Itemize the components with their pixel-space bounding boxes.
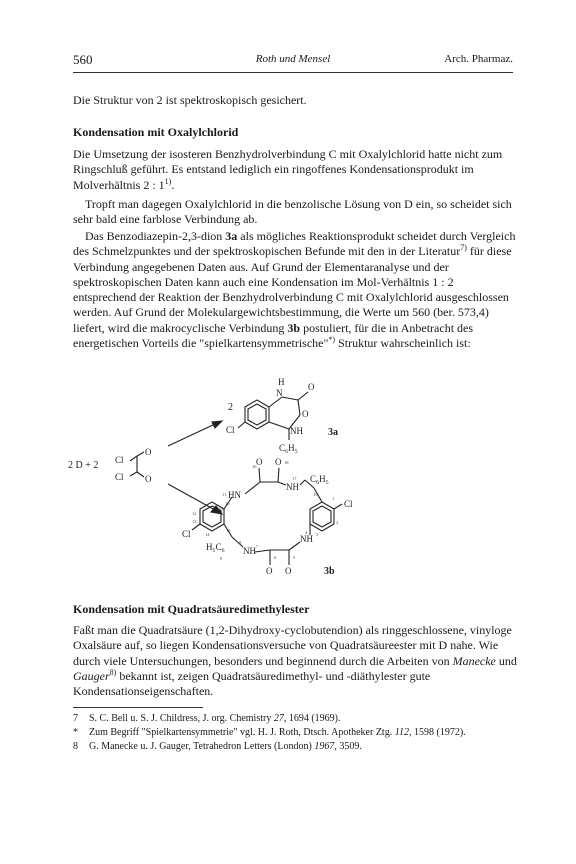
atom-number-14: 14 bbox=[205, 532, 210, 537]
oxalyl-o-top: O bbox=[145, 447, 152, 457]
atom-number-11: 11 bbox=[222, 492, 227, 497]
compound-3b-ref: 3b bbox=[287, 320, 301, 335]
atom-number-4: 4 bbox=[305, 530, 308, 535]
footnote-8 bbox=[73, 740, 523, 753]
atom-number-16: 16 bbox=[252, 464, 257, 469]
atom-number-19: 19 bbox=[313, 492, 318, 497]
footnote-rest: , 1694 (1969). bbox=[283, 713, 341, 724]
section-heading-oxalylchlorid: Kondensation mit Oxalylchlorid bbox=[73, 125, 239, 139]
atom-number-6: 6 bbox=[274, 555, 277, 560]
3b-nh-bottom: NH bbox=[243, 546, 256, 556]
coef-3a: 2 bbox=[228, 402, 233, 413]
intro-line: Die Struktur von 2 ist spektroskopisch gesichert. bbox=[73, 93, 307, 107]
section-heading-quadratsaeure: Kondensation mit Quadratsäuredimethylester bbox=[73, 602, 310, 616]
footnote-volume: 112 bbox=[394, 727, 409, 738]
page-number: 560 bbox=[73, 52, 93, 67]
3b-cl-right: Cl bbox=[344, 499, 353, 509]
reactant-label: 2 D + 2 bbox=[68, 460, 99, 471]
3b-o-top-right: O bbox=[275, 457, 282, 467]
page-header bbox=[73, 52, 513, 70]
3b-h5c6: H₅C₆ bbox=[206, 542, 225, 552]
3a-h: H bbox=[278, 377, 285, 387]
3b-cl-left: Cl bbox=[182, 529, 191, 539]
author-gauger: Gauger bbox=[73, 668, 110, 683]
oxalyl-o-bottom: O bbox=[145, 474, 152, 484]
oxalyl-cl-top: Cl bbox=[115, 455, 124, 465]
3a-c6h5: C₆H₅ bbox=[279, 443, 298, 453]
footnote-number: * bbox=[73, 727, 78, 738]
paragraph-4-c: bekannt ist, zeigen Quadratsäuredimethyl- und -diäthylester gute Kondensationseigenschaften. bbox=[73, 668, 431, 699]
atom-number-9: 9 bbox=[220, 556, 223, 561]
atom-number-15: 15 bbox=[226, 528, 231, 533]
ref-8: 8) bbox=[109, 667, 117, 677]
footnote-text: Zum Begriff "Spielkartensymmetrie" vgl. H. J. Roth, Dtsch. Apotheker Ztg. bbox=[89, 727, 395, 738]
footnote-volume: 1967 bbox=[314, 741, 335, 752]
ref-1: 1) bbox=[164, 176, 172, 186]
header-rule bbox=[73, 72, 513, 73]
footnote-volume: 27 bbox=[273, 713, 284, 724]
atom-number-20: 20 bbox=[218, 507, 223, 512]
paragraph-4-b: und bbox=[495, 653, 517, 668]
atom-number-5: 5 bbox=[293, 555, 296, 560]
paragraph-3-c: für diese Verbindung angegebenen Daten aus. Auf Grund der Elementaranalyse und der spektroskopischen Daten kann auch eine Kondensation im Mol-Verhältnis 1 : 2 entsprechend der Reaktion der Benzhydrolverbindung C mit Oxalylchlorid ausgeschlossen werden. Auf Grund der Molekulargewichtsbestimmung, die Werte um 560 (ber. 573,4) liefert, wird die makrocyclische Verbindung bbox=[73, 244, 512, 335]
atom-number-17: 17 bbox=[292, 476, 297, 481]
atom-number-3: 3 bbox=[316, 532, 319, 537]
author-manecke: Manecke bbox=[452, 653, 496, 668]
3b-c6h5: C₆H₅ bbox=[310, 474, 329, 484]
atom-number-1: 1 bbox=[332, 496, 335, 501]
paragraph-4 bbox=[73, 623, 518, 699]
3a-nh: NH bbox=[290, 426, 303, 436]
3a-n: N bbox=[276, 388, 283, 398]
footnote-text: G. Manecke u. J. Gauger, Tetrahedron Letters (London) bbox=[89, 741, 315, 752]
atom-number-13: 13 bbox=[192, 519, 197, 524]
footnote-rest: , 3509. bbox=[334, 741, 362, 752]
atom-number-2: 2 bbox=[336, 520, 339, 525]
footnote-text: S. C. Bell u. S. J. Childress, J. org. Chemistry bbox=[89, 713, 274, 724]
3b-o-bottom-left: O bbox=[266, 566, 273, 576]
footnote-number: 7 bbox=[73, 713, 78, 724]
ref-7: 7) bbox=[460, 243, 467, 253]
atom-number-8: 8 bbox=[239, 540, 242, 545]
paragraph-3-d: postuliert, für die in Anbetracht des energetischen Vorteils die "spielkartensymmetrische" bbox=[73, 320, 474, 351]
paragraph-3-b: als mögliches Reaktionsprodukt scheidet durch Vergleich des Schmelzpunktes und der spektroskopischen Befunde mit den in der Literatur bbox=[73, 229, 516, 259]
footnote-7 bbox=[73, 712, 523, 725]
label-3b: 3b bbox=[324, 566, 335, 577]
compound-3a-ref: 3a bbox=[225, 229, 238, 243]
3a-cl: Cl bbox=[226, 425, 235, 435]
footnote-rule bbox=[73, 707, 203, 708]
label-3a: 3a bbox=[328, 427, 338, 438]
running-title: Roth und Mensel bbox=[255, 53, 331, 65]
3a-o-right: O bbox=[302, 409, 309, 419]
3b-o-bottom-right: O bbox=[285, 566, 292, 576]
paragraph-3-a: Das Benzodiazepin-2,3-dion bbox=[85, 229, 226, 243]
atom-number-18: 18 bbox=[284, 460, 289, 465]
3b-hn-top: HN bbox=[228, 490, 241, 500]
footnote-rest: , 1598 (1972). bbox=[408, 727, 466, 738]
paragraph-3-e: Struktur wahrscheinlich ist: bbox=[335, 336, 471, 351]
ref-star: *) bbox=[328, 335, 336, 345]
3a-o-top: O bbox=[308, 382, 315, 392]
footnote-number: 8 bbox=[73, 741, 78, 752]
oxalyl-cl-bottom: Cl bbox=[115, 472, 124, 482]
paragraph-1: Die Umsetzung der isosteren Benzhydrolverbindung C mit Oxalylchlorid hatte nicht zum Ringschluß geführt. Es entstand lediglich ein ringoffenes Kondensationsprodukt im Molverhältnis 2 : 1$^{1)}$. bbox=[73, 147, 503, 192]
atom-number-7: 7 bbox=[256, 544, 259, 549]
3b-nh-top: NH bbox=[286, 482, 299, 492]
footnote-star bbox=[73, 726, 523, 739]
journal-name: Arch. Pharmaz. bbox=[444, 53, 513, 65]
atom-number-10: 10 bbox=[225, 501, 230, 506]
3b-o-top-left: O bbox=[256, 457, 263, 467]
paragraph-3 bbox=[73, 229, 518, 351]
paragraph-2: Tropft man dagegen Oxalylchlorid in die benzolische Lösung von D ein, so scheidet sich sehr bald eine farblose Verbindung ab. bbox=[73, 197, 512, 227]
paragraph-4-a: Faßt man die Quadratsäure (1,2-Dihydroxy-cyclobutendion) als ringgeschlossene, vinyloge Oxalsäure auf, so liegen Kondensationsversuche von Quadratsäureester mit D nahe. Wie durch viele Untersuchungen, besonders und beginnend durch die Arbeiten von bbox=[73, 623, 512, 668]
3b-nh-right: NH bbox=[300, 534, 313, 544]
reaction-scheme bbox=[60, 372, 530, 600]
atom-number-12: 12 bbox=[192, 511, 197, 516]
paragraph-1-text: Die Umsetzung der isosteren Benzhydrolverbindung C mit Oxalylchlorid hatte nicht zum Ringschluß geführt. Es entstand lediglich ein ringoffenes Kondensationsprodukt im Molverhältnis 2 : 1 bbox=[73, 147, 503, 192]
